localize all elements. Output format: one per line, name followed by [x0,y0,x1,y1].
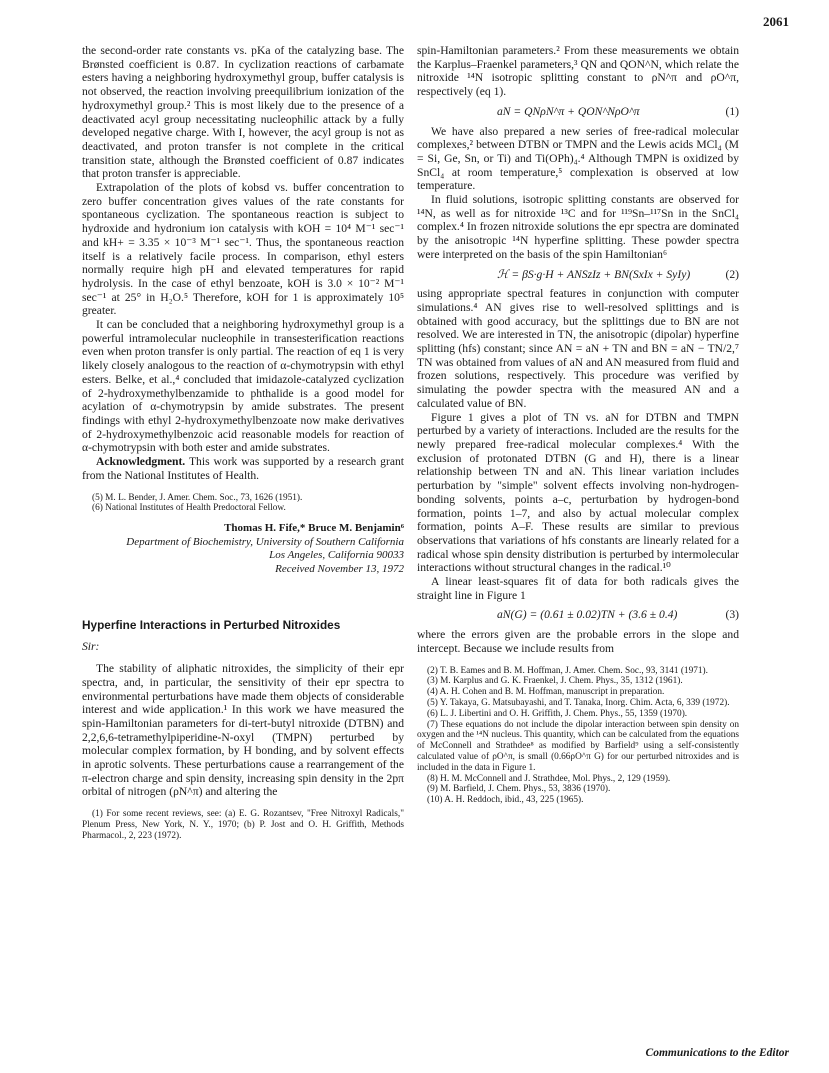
body-paragraph: Figure 1 gives a plot of TN vs. aN for DTBN and TMPN perturbed by a variety of interactions. Included are the results for the newly prepared free-radical molecular complexes.⁴ With the exclusion of protonated DTBN (G and H), there is a linear relationship between TN and aN. This linear variation includes perturbation by "simple" solvent effects involving non-hydrogen-bonding solvents, points a–c, perturbation by hydrogen-bond formation, points 1–7, and also by actual molecular complex formation, points A–F. These results are similar to previous observations that variations of hfs constants are linearly related for a radical whose spin density distribution is perturbed by intermolecular interactions without structural changes in the radical.¹⁰ [417,410,739,575]
footnote: (3) M. Karplus and G. K. Fraenkel, J. Chem. Phys., 35, 1312 (1961). [427,676,683,687]
footnote: (7) These equations do not include the dipolar interaction between spin density on oxygen and the ¹⁴N nucleus. This quantity, which can be calculated from the equations of McConnell and Strathdee⁸ as modified by Barfield⁹ using a self-consistently calculated value of ρO^π, is small (0.66ρO^π G) for our perturbed nitroxides and is included in the data in Figure 1. [417,719,739,773]
footnote: (6) L. J. Libertini and O. H. Griffith, J. Chem. Phys., 55, 1359 (1970). [427,708,688,719]
body-paragraph: We have also prepared a new series of free-radical molecular complexes,² between DTBN or TMPN and the Lewis acids MCl₄ (M = Si, Ge, Sn, or Ti) and Ti(OPh)₄.⁴ Although TMPN is oxidized by SnCl₄ at room temperature,⁵ complexation is observed at low temperature. [417,124,739,193]
body-paragraph: using appropriate spectral features in conjunction with computer simulations.⁴ AN gives rise to well-resolved splittings and is obtained with good accuracy, but the splittings due to BN are not resolved. We are interested in TN, the anisotropic (dipolar) hyperfine splitting (hfs) constant; since AN = aN + TN and BN = aN − TN/2,⁷ TN was obtained from values of aN and AN measured from fluid and frozen solutions, respectively. This procedure was verified by simulating the powder spectra with the measured AN and a calculated value of BN. [417,287,739,410]
equation-text: ℋ = βS·g·H + ANSzIz + BN(SxIx + SyIy) [497,267,691,281]
right-column [417,44,739,806]
acknowledgment-text: This work was supported by a research grant from the National Institutes of Health. [82,455,404,482]
body-paragraph: It can be concluded that a neighboring hydroxymethyl group is a powerful intramolecular nucleophile in transesterification reactions even when proton transfer is only partial. The reaction of eq 1 is very likely closely analogous to the reaction of α-chymotrypsin with ethyl esters. Belke, et al.,⁴ concluded that imidazole-catalyzed cyclization of 2-hydroxymethylbenzamide to phthalide is a good model for acylation of α-chymotrypsin by amide substrates. The present findings with ethyl 2-hydroxymethylbenzoate now make derivatives of 2-hydroxymethylbenzoic acid reasonable models for reaction of α-chymotrypsin with both ester and amide substrates. [82,318,404,455]
footnotes-right [417,666,739,806]
equation-1 [417,99,739,125]
equation-number: (1) [725,104,739,118]
footnote: (8) H. M. McConnell and J. Strathdee, Mol. Phys., 2, 129 (1959). [427,773,671,784]
footnote: (4) A. H. Cohen and B. M. Hoffman, manuscript in preparation. [427,687,665,698]
body-paragraph: A linear least-squares fit of data for both radicals gives the straight line in Figure 1 [417,575,739,602]
footnote: (5) Y. Takaya, G. Matsubayashi, and T. Tanaka, Inorg. Chim. Acta, 6, 339 (1972). [427,697,730,708]
footnotes-left-bottom [82,809,404,841]
footnote: (5) M. L. Bender, J. Amer. Chem. Soc., 73, 1626 (1951). [92,492,303,503]
salutation: Sir: [82,640,100,654]
body-paragraph: where the errors given are the probable errors in the slope and intercept. Because we include results from [417,628,739,655]
acknowledgment-label: Acknowledgment. [96,455,186,469]
equation-number: (2) [725,267,739,281]
footnote: (10) A. H. Reddoch, ibid., 43, 225 (1965). [427,795,584,806]
body-paragraph: Extrapolation of the plots of kobsd vs. buffer concentration to zero buffer concentration gives values of the rate constants for spontaneous cyclization. The spontaneous reaction is subject to hydroxide and hydronium ion catalysis with kOH = 10⁴ M⁻¹ sec⁻¹ and kH+ = 3.35 × 10⁻³ M⁻¹ sec⁻¹. Thus, the spontaneous reaction itself is a relatively facile process. In comparison, ethyl esters normally require high pH and elevated temperatures for rapid hydrolysis. In the case of ethyl benzoate, kOH is 3.0 × 10⁻² M⁻¹ sec⁻¹ at 25° in H₂O.⁵ Therefore, kOH for 1 is approximately 10⁵ greater. [82,181,404,318]
acknowledgment [82,455,404,482]
footnotes-left-top [82,493,404,515]
affiliation-line: Los Angeles, California 90033 [269,549,404,562]
footnote: (9) M. Barfield, J. Chem. Phys., 53, 3836 (1970). [427,784,611,795]
body-paragraph: spin-Hamiltonian parameters.² From these measurements we obtain the Karplus–Fraenkel parameters,³ QN and QON^N, which relate the nitroxide ¹⁴N isotropic splitting constant to ρN^π and ρO^π, respectively (eq 1). [417,44,739,99]
body-paragraph: the second-order rate constants vs. pKa of the catalyzing base. The Brønsted coefficient is 0.87. In cyclization reactions of carbamate esters having a neighboring hydroxymethyl group, buffer catalysis is not observed, the reaction involving preequilibrium ionization of the hydroxymethyl group.² This is most likely due to the presence of a deactivated acyl group necessitating nucleophilic attack by a fully developed negative charge. With I, however, the acyl group is not as deactivated, and proton transfer is not complete in the critical transition state, although the Brønsted coefficient of 0.87 indicates that proton transfer is appreciable. [82,44,404,181]
body-paragraph: The stability of aliphatic nitroxides, the simplicity of their epr spectra, and, in particular, the sensitivity of their epr spectra to environmental perturbations have made them objects of considerable interest and wide application.¹ In this work we have measured the spin-Hamiltonian parameters for di-tert-butyl nitroxide (DTBN) and 2,2,6,6-tetramethylpiperidine-N-oxyl (TMPN) perturbed by molecular complex formation, by H bonding, and by solvent effects in aprotic solvents. These perturbations cause a rearrangement of the π-electron charge and spin density, increasing spin density in the 2pπ orbital of nitrogen (ρN^π) and altering the [82,662,404,799]
footer-section-label: Communications to the Editor [645,1047,789,1059]
footnote: (2) T. B. Eames and B. M. Hoffman, J. Amer. Chem. Soc., 93, 3141 (1971). [427,665,708,676]
footnote: (1) For some recent reviews, see: (a) E. G. Rozantsev, "Free Nitroxyl Radicals," Plenum Press, New York, N. Y., 1970; (b) P. Jost and O. H. Griffith, Methods Pharmacol., 2, 223 (1972). [82,809,404,841]
equation-3 [417,602,739,628]
affiliation-line: Department of Biochemistry, University of Southern California [126,535,404,548]
page-number: 2061 [763,14,789,29]
equation-2 [417,262,739,288]
equation-text: aN(G) = (0.61 ± 0.02)TN + (3.6 ± 0.4) [497,608,678,622]
equation-number: (3) [725,608,739,622]
received-date: Received November 13, 1972 [275,562,404,575]
article-title: Hyperfine Interactions in Perturbed Nitroxides [82,617,341,632]
footnote: (6) National Institutes of Health Predoctoral Fellow. [92,503,286,514]
equation-text: aN = QNρN^π + QON^NρO^π [497,104,640,118]
authors: Thomas H. Fife,* Bruce M. Benjamin⁶ [224,522,404,535]
body-paragraph: In fluid solutions, isotropic splitting constants are observed for ¹⁴N, as well as for nitroxide ¹³C and for ¹¹⁹Sn–¹¹⁷Sn in the SnCl₄ complex.⁴ In frozen nitroxide solutions the epr spectra are dominated by the anisotropic ¹⁴N hyperfine splitting. These powder spectra were interpreted on the basis of the spin Hamiltonian⁶ [417,193,739,261]
left-column [82,44,404,842]
